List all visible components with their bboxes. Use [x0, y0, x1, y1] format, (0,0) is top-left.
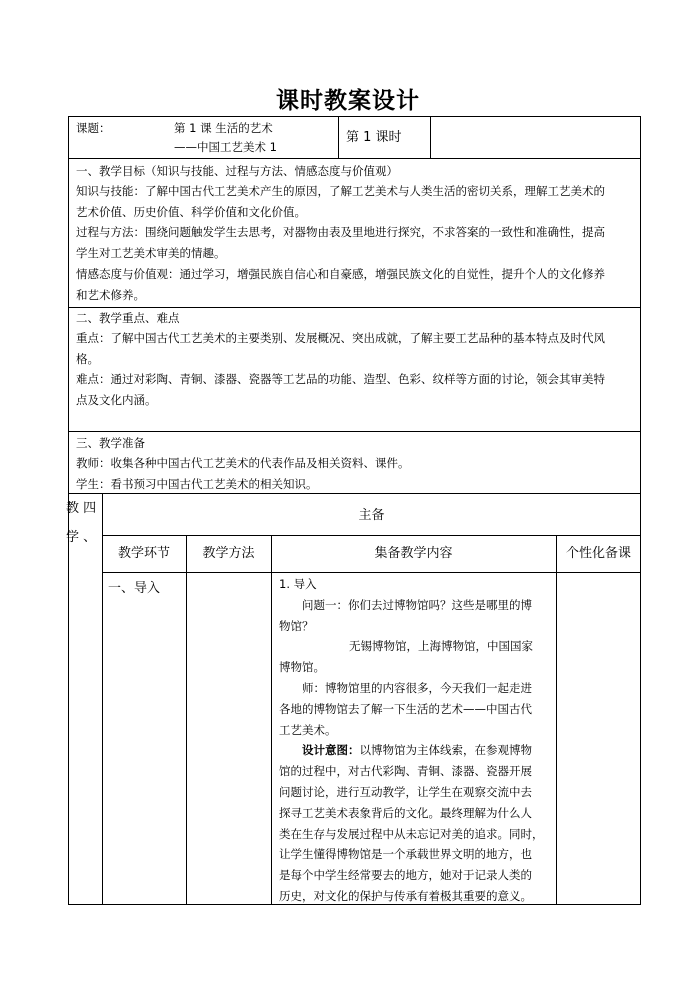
- content-line: 问题一：你们去过博物馆吗？这些是哪里的博: [302, 597, 532, 612]
- document-title: 课时教案设计: [276, 88, 420, 114]
- step-intro: 一、导入: [108, 581, 161, 596]
- keypoints-line: 点及文化内涵。: [76, 393, 157, 408]
- objectives-line: 过程与方法：围绕问题触发学生去思考，对器物由表及里地进行探究，不求答案的一致性和准确性，提高: [76, 225, 605, 240]
- objectives-line: 艺术价值、历史价值、科学价值和文化价值。: [76, 204, 306, 219]
- content-line: 物馆？: [279, 618, 314, 633]
- content-line: 是每个中学生经常要去的地方，她对于记录人类的: [279, 868, 532, 883]
- col-header-content: 集备教学内容: [374, 546, 453, 561]
- col-header-method: 教学方法: [202, 546, 255, 561]
- objectives-heading: 一、教学目标（知识与技能、过程与方法、情感态度与价值观）: [76, 164, 398, 178]
- keypoints-line: 难点：通过对彩陶、青铜、漆器、瓷器等工艺品的功能、造型、色彩、纹样等方面的讨论，领会其审美特: [76, 372, 605, 387]
- content-line: 工艺美术。: [279, 722, 337, 737]
- content-line: 馆的过程中，对古代彩陶、青铜、漆器、瓷器开展: [279, 764, 532, 779]
- keypoints-heading: 二、教学重点、难点: [76, 311, 180, 325]
- col-header-step: 教学环节: [117, 546, 170, 561]
- topic-line2: ——中国工艺美术 1: [174, 140, 277, 154]
- content-line: 1. 导入: [279, 577, 317, 591]
- objectives-line: 情感态度与价值观：通过学习，增强民族自信心和自豪感，增强民族文化的自觉性，提升个人的文化修养: [76, 266, 605, 281]
- content-line: 各地的博物馆去了解一下生活的艺术——中国古代: [279, 701, 532, 716]
- topic-label: 课题：: [76, 121, 111, 135]
- content-line: 师：博物馆里的内容很多，今天我们一起走进: [302, 681, 532, 695]
- topic-line1: 第 1 课 生活的艺术: [174, 121, 273, 135]
- content-line: 设计意图：以博物馆为主体线索，在参观博物: [302, 743, 532, 758]
- objectives-line: 知识与技能：了解中国古代工艺美术产生的原因，了解工艺美术与人类生活的密切关系，理解工艺美术的: [76, 184, 605, 198]
- content-line: 博物馆。: [279, 660, 325, 675]
- objectives-line: 学生对工艺美术审美的情趣。: [76, 246, 226, 261]
- objectives-line: 和艺术修养。: [76, 287, 145, 302]
- preparation-line: 学生：看书预习中国古代工艺美术的相关知识。: [76, 476, 318, 491]
- content-line: 探寻工艺美术表象背后的文化。最终理解为什么人: [279, 805, 532, 820]
- preparation-heading: 三、教学准备: [76, 436, 145, 450]
- side-label-top: 教 四: [66, 501, 97, 516]
- content-line: 类在生存与发展过程中从未忘记对美的追求。同时，: [279, 826, 544, 841]
- content-line: 让学生懂得博物馆是一个承载世界文明的地方，也: [279, 847, 532, 862]
- content-line: 历史，对文化的保护与传承有着极其重要的意义。: [279, 889, 532, 903]
- keypoints-line: 格。: [76, 351, 99, 366]
- preparation-line: 教师：收集各种中国古代工艺美术的代表作品及相关资料、课件。: [76, 456, 410, 470]
- side-label-bottom: 学 、: [66, 530, 97, 545]
- main-prep-header: 主备: [358, 508, 385, 523]
- lesson-number: 第 1 课时: [346, 130, 402, 145]
- content-line: 无锡博物馆，上海博物馆，中国国家: [349, 639, 533, 654]
- keypoints-line: 重点：了解中国古代工艺美术的主要类别、发展概况、突出成就，了解主要工艺品种的基本特点及时代风: [76, 331, 605, 345]
- col-header-personal: 个性化备课: [565, 546, 631, 561]
- content-line: 问题讨论，进行互动教学，让学生在观察交流中去: [279, 785, 532, 799]
